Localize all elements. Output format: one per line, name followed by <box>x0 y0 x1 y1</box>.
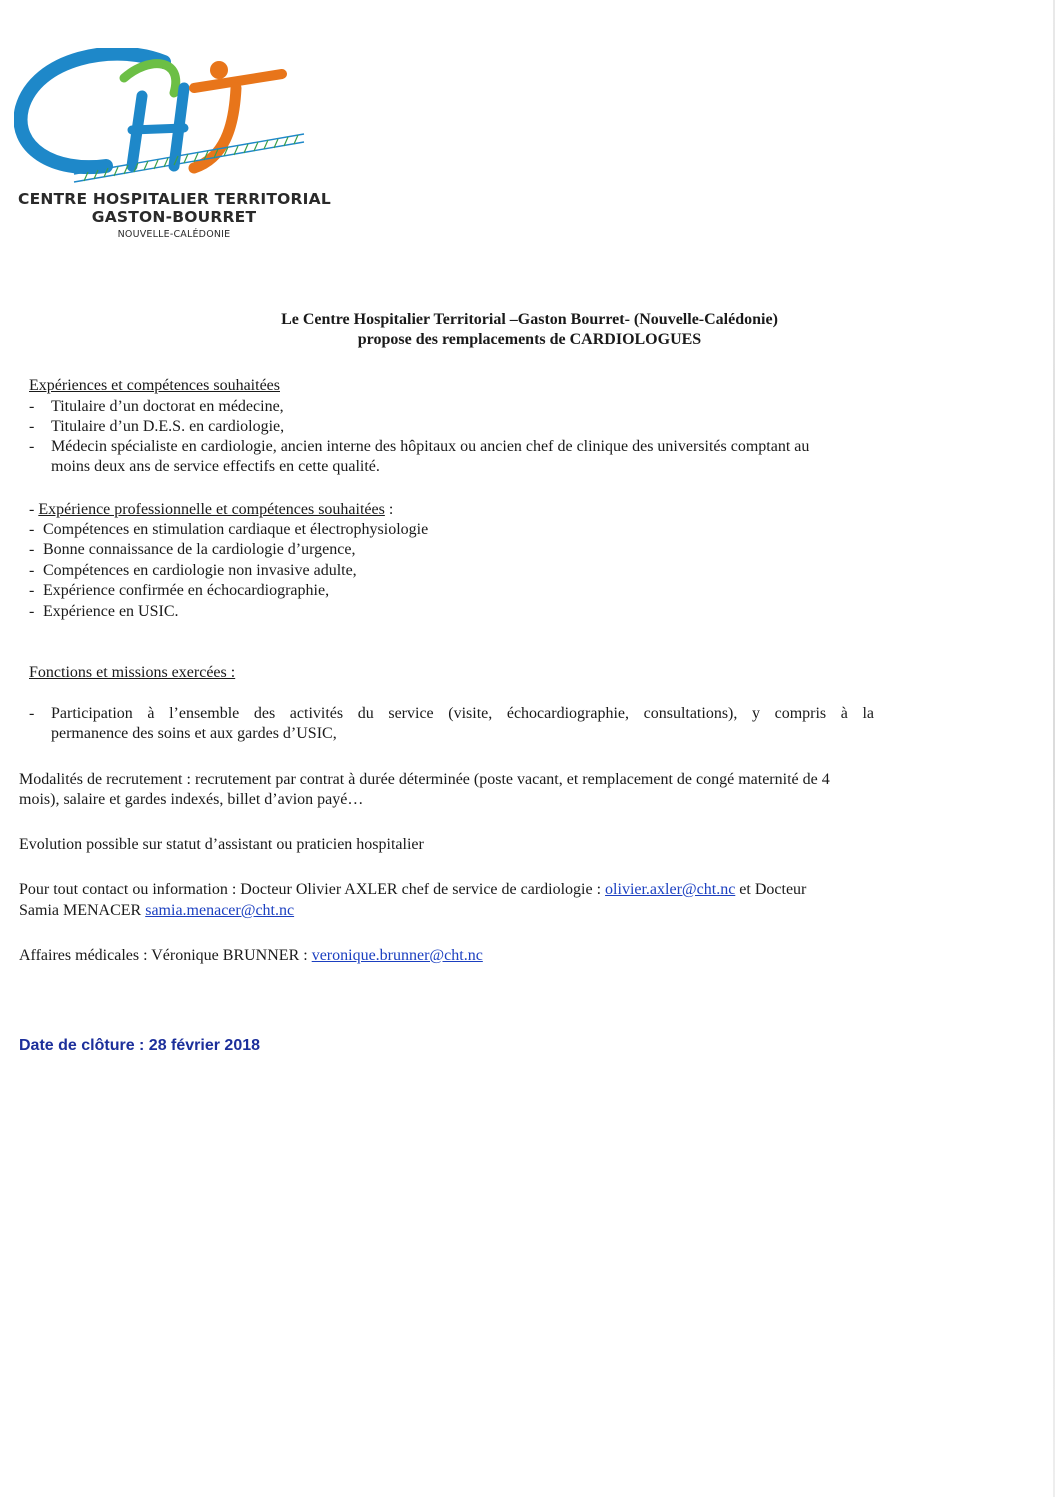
section2-heading: Expérience professionnelle et compétences souhaitées <box>38 501 385 518</box>
section3-heading: Fonctions et missions exercées : <box>29 664 236 681</box>
affairs-prefix: Affaires médicales : Véronique BRUNNER : <box>19 947 312 964</box>
list-item: Expérience en USIC. <box>43 603 179 620</box>
list-item: Participation à l’ensemble des activités du service (visite, échocardiographie, consultations), y compris à la <box>51 705 874 722</box>
closing-date: Date de clôture : 28 février 2018 <box>19 1037 261 1054</box>
org-location: NOUVELLE-CALÉDONIE <box>117 229 231 240</box>
section1-heading: Expériences et compétences souhaitées <box>29 377 280 394</box>
section2-prefix: - <box>29 501 39 518</box>
list-item: Médecin spécialiste en cardiologie, ancien interne des hôpitaux ou ancien chef de clinique des universités comptant au <box>51 438 810 455</box>
contact-line1 <box>19 880 806 900</box>
recruitment-line1: Modalités de recrutement : recrutement par contrat à durée déterminée (poste vacant, et remplacement de congé maternité de 4 <box>19 771 830 788</box>
list-dash: - <box>29 438 35 455</box>
cht-logo <box>14 48 331 248</box>
list-item: Titulaire d’un D.E.S. en cardiologie, <box>51 418 285 435</box>
title-line1: Le Centre Hospitalier Territorial –Gaston Bourret- (Nouvelle-Calédonie) <box>281 311 778 328</box>
affairs-line <box>19 946 483 966</box>
title-line2: propose des remplacements de CARDIOLOGUES <box>357 331 702 348</box>
list-dash: - <box>29 603 35 620</box>
org-name-line2: GASTON-BOURRET <box>91 208 257 226</box>
list-item: Expérience confirmée en échocardiographie, <box>43 582 330 599</box>
list-item: Compétences en stimulation cardiaque et électrophysiologie <box>43 521 429 538</box>
list-item-continued: moins deux ans de service effectifs en cette qualité. <box>51 458 380 475</box>
contact-mid: et Docteur <box>735 881 807 898</box>
section2-heading-line <box>29 500 393 520</box>
evolution-text: Evolution possible sur statut d’assistant ou praticien hospitalier <box>19 836 424 853</box>
contact-name-menacer: Samia MENACER <box>19 902 146 919</box>
email-link-axler[interactable]: olivier.axler@cht.nc <box>605 881 736 898</box>
list-item-continued: permanence des soins et aux gardes d’USIC, <box>51 725 337 742</box>
org-name-line1: CENTRE HOSPITALIER TERRITORIAL <box>18 190 331 208</box>
list-dash: - <box>29 705 35 722</box>
list-item: Compétences en cardiologie non invasive adulte, <box>43 562 357 579</box>
email-link-brunner[interactable]: veronique.brunner@cht.nc <box>311 947 483 964</box>
email-link-menacer[interactable]: samia.menacer@cht.nc <box>145 902 295 919</box>
contact-prefix: Pour tout contact ou information : Docteur Olivier AXLER chef de service de cardiologie : <box>19 881 606 898</box>
logo-graphic <box>14 48 314 188</box>
scan-edge <box>1053 0 1055 1497</box>
list-item: Titulaire d’un doctorat en médecine, <box>51 398 284 415</box>
list-item: Bonne connaissance de la cardiologie d’urgence, <box>43 541 356 558</box>
recruitment-line2: mois), salaire et gardes indexés, billet d’avion payé… <box>19 791 364 808</box>
list-dash: - <box>29 562 35 579</box>
section2-suffix: : <box>384 501 394 518</box>
list-dash: - <box>29 541 35 558</box>
list-dash: - <box>29 398 35 415</box>
list-dash: - <box>29 521 35 538</box>
contact-line2 <box>19 901 294 921</box>
list-dash: - <box>29 418 35 435</box>
list-dash: - <box>29 582 35 599</box>
